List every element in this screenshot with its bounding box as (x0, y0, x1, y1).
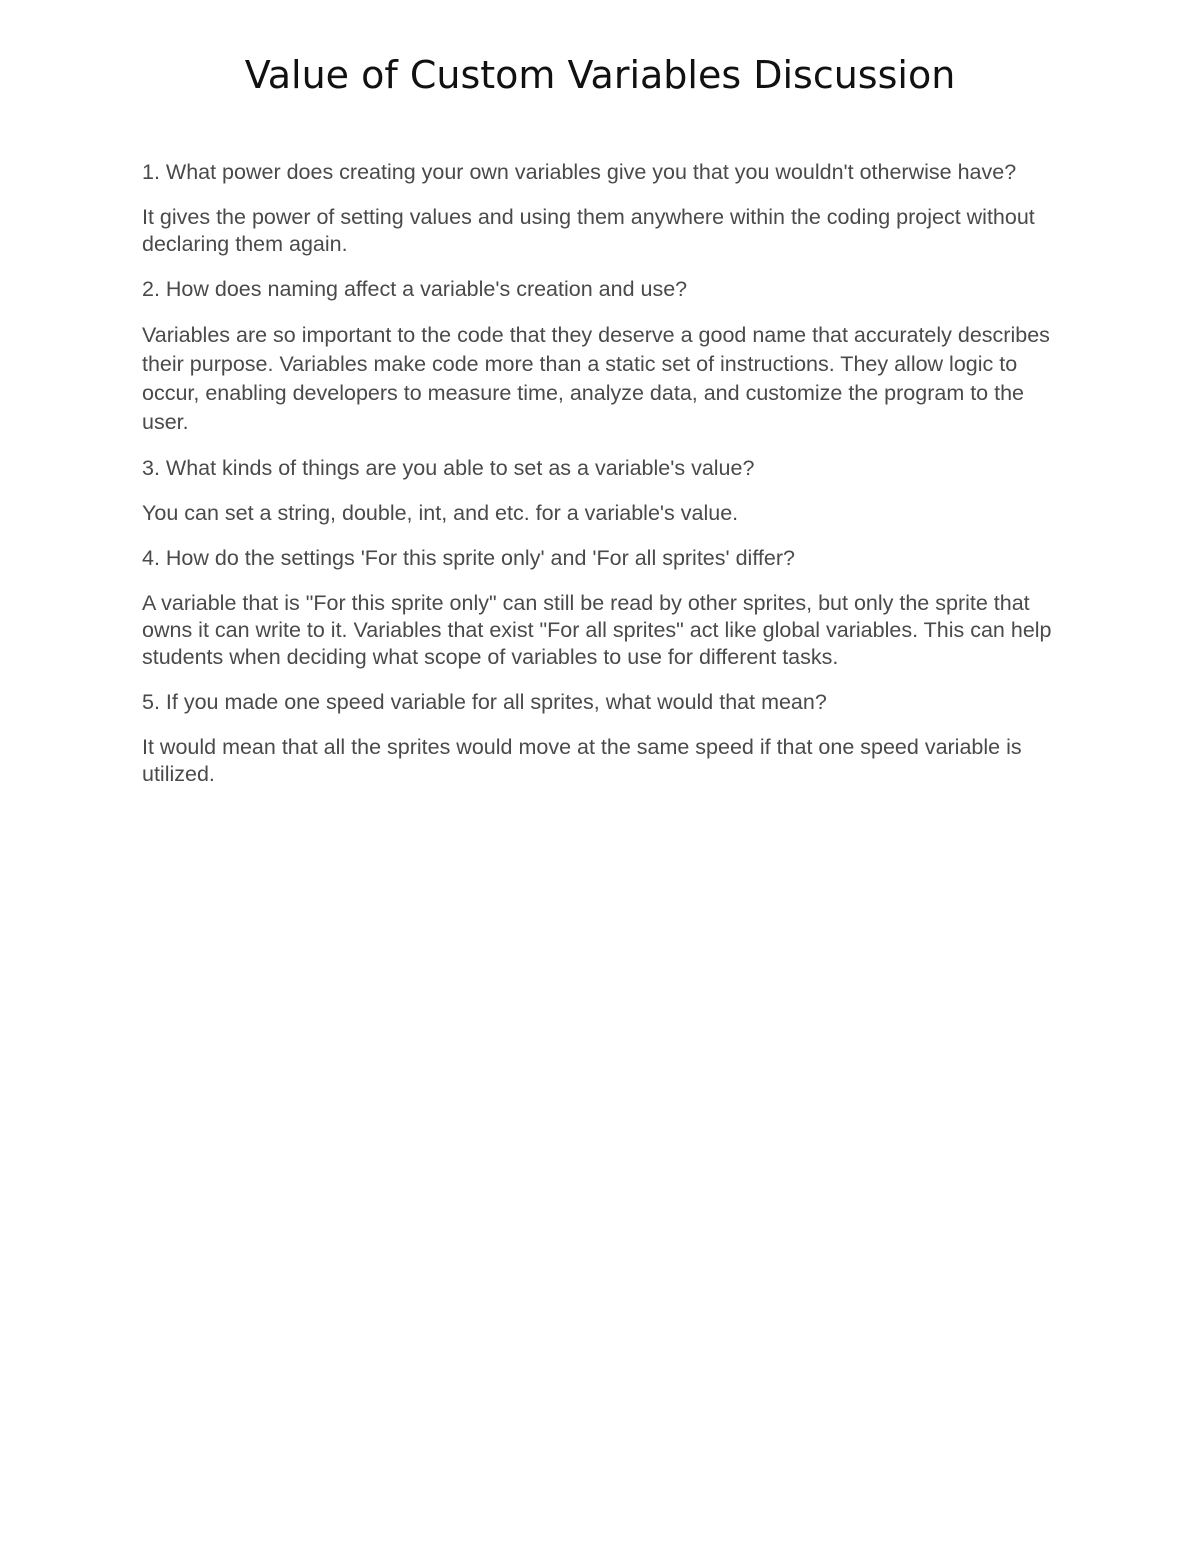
page-title: Value of Custom Variables Discussion (244, 53, 956, 97)
question-5: 5. If you made one speed variable for all sprites, what would that mean? (142, 690, 827, 714)
answer-4: A variable that is "For this sprite only" can still be read by other sprites, but only the sprite that owns it can write to it. Variables that exist "For all sprites" act like global variables. This can help students when deciding what scope of variables to use for different tasks. (142, 591, 1052, 669)
answer-1: It gives the power of setting values and using them anywhere within the coding project without declaring them again. (142, 205, 1035, 256)
question-3: 3. What kinds of things are you able to set as a variable's value? (142, 456, 755, 480)
question-4: 4. How do the settings 'For this sprite only' and 'For all sprites' differ? (142, 546, 795, 570)
discussion-content (142, 159, 1052, 806)
answer-3: You can set a string, double, int, and etc. for a variable's value. (142, 501, 739, 525)
question-1: 1. What power does creating your own variables give you that you wouldn't otherwise have? (142, 160, 1017, 184)
answer-2: Variables are so important to the code that they deserve a good name that accurately describes their purpose. Variables make code more than a static set of instructions. They allow logic to occur, enabling developers to measure time, analyze data, and customize the program to the user. (142, 323, 1050, 434)
answer-5: It would mean that all the sprites would move at the same speed if that one speed variable is utilized. (142, 735, 1022, 786)
question-2: 2. How does naming affect a variable's creation and use? (142, 277, 688, 301)
